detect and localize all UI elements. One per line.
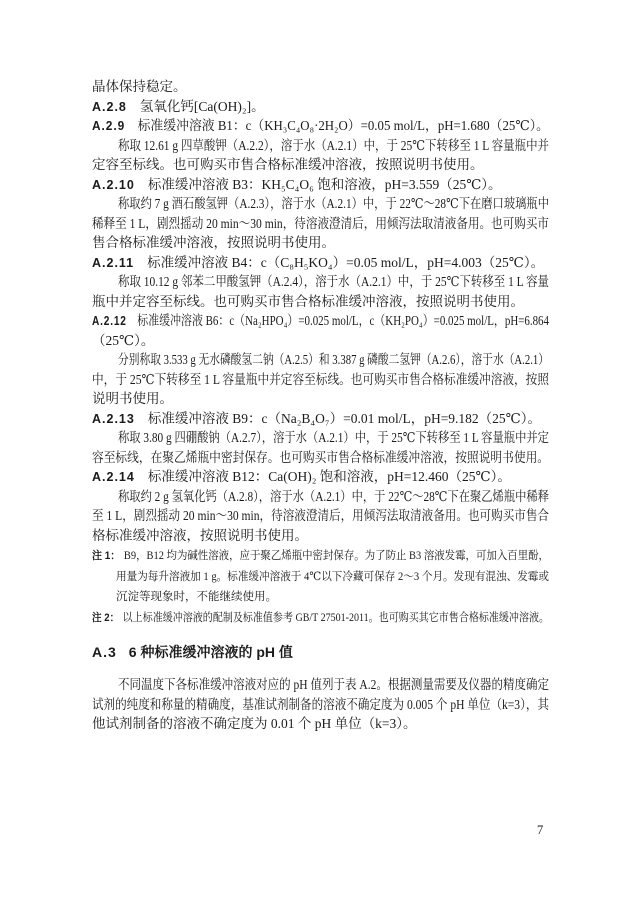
clause-text: 标准缓冲溶液 B6：c（Na₂HPO₄）=0.025 mol/L，c（KH₂PO₄）=0.025 mol/L，pH=6.864	[137, 313, 550, 328]
paragraph-line	[92, 675, 549, 695]
body-line-text: 称取 12.61 g 四草酸钾（A.2.2），溶于水（A.2.1）中，于 25℃下转移至 1 L 容量瓶中并	[118, 137, 549, 153]
body-line	[92, 389, 549, 409]
clause-number: A.2.11	[92, 255, 135, 270]
paragraph-line	[92, 714, 549, 734]
note-line	[92, 567, 549, 588]
body-line	[92, 214, 549, 234]
body-line	[92, 77, 549, 97]
paragraph-line-text: 他试剂制备的溶液不确定度为 0.01 个 pH 单位（k=3）。	[92, 716, 417, 731]
body-line-text: 格标准缓冲溶液，按照说明书使用。	[92, 527, 308, 543]
note-text: 沉淀等现象时，不能继续使用。	[116, 591, 277, 603]
body-line-text: 晶体保持稳定。	[92, 79, 187, 94]
body-line-text: 称取 3.80 g 四硼酸钠（A.2.7），溶于水（A.2.1）中，于 25℃下转移至 1 L 容量瓶中并定	[118, 430, 549, 445]
section-number: A.3	[92, 644, 117, 660]
clause-text: 标准缓冲溶液 B3：KH₅C₄O₆ 饱和溶液，pH=3.559（25℃）。	[147, 176, 502, 192]
paragraph-line	[92, 695, 549, 715]
clause-line	[92, 175, 549, 195]
clause-number: A.2.8	[92, 99, 127, 114]
body-line	[92, 448, 549, 468]
body-line-text: 说明书使用。	[92, 391, 173, 406]
clause-line	[92, 311, 549, 331]
body-line	[92, 350, 549, 370]
note-line	[92, 546, 549, 567]
clause-line	[92, 467, 549, 487]
note-line	[92, 608, 549, 629]
body-line	[92, 233, 549, 253]
body-line	[92, 487, 549, 507]
clause-line	[92, 253, 549, 273]
body-line-text: 称取 10.12 g 邻苯二甲酸氢钾（A.2.4），溶于水（A.2.1）中，于 25℃下转移至 1 L 容量	[118, 274, 549, 289]
body-line-text: 定容至标线。也可购买市售合格标准缓冲溶液，按照说明书使用。	[92, 157, 484, 172]
body-line	[92, 428, 549, 448]
note-line	[92, 587, 549, 608]
clause-line	[92, 409, 549, 429]
clause-text: 氢氧化钙[Ca(OH)₂]。	[139, 98, 265, 114]
section-heading	[92, 642, 549, 663]
body-line	[92, 136, 549, 156]
note-text: B9，B12 均为碱性溶液，应于聚乙烯瓶中密封保存。为了防止 B3 溶液发霉，可加入百里酚，	[123, 550, 550, 562]
clause-text: 标准缓冲溶液 B12：Ca(OH)₂ 饱和溶液，pH=12.460（25℃）。	[147, 469, 511, 484]
paragraph-line-text: 试剂的纯度和称量的精确度，基准试剂制备的溶液不确定度为 0.005 个 pH 单位（k=3），其	[92, 696, 549, 712]
clause-number: A.2.13	[92, 411, 135, 426]
clause-text: 标准缓冲溶液 B1：c（KH₃C₄O₈·2H₂O）=0.05 mol/L，pH=1.680（25℃）。	[137, 118, 549, 133]
body-line	[92, 272, 549, 292]
body-line-text: 分别称取 3.533 g 无水磷酸氢二钠（A.2.5）和 3.387 g 磷酸二氢钾（A.2.6），溶于水（A.2.1）	[118, 352, 549, 367]
body-line-text: 称取约 2 g 氢氧化钙（A.2.8），溶于水（A.2.1）中，于 22℃～28℃下在聚乙烯瓶中稀释	[118, 488, 549, 504]
clause-number: A.2.10	[92, 177, 135, 192]
notes-block	[92, 546, 549, 628]
body-line	[92, 292, 549, 312]
body-line	[92, 526, 549, 546]
note-label: 注 2：	[92, 611, 120, 624]
note-text: 以上标准缓冲溶液的配制及标准值参考 GB/T 27501-2011。也可购买其它市售合格标准缓冲溶液。	[122, 611, 549, 624]
body-line-text: 稀释至 1 L，剧烈摇动 20 min～30 min，待溶液澄清后，用倾泻法取清液备用。也可购买市	[92, 215, 549, 231]
body-line	[92, 331, 549, 351]
body-line	[92, 506, 549, 526]
paragraph	[92, 675, 549, 734]
clause-line	[92, 97, 549, 117]
body-line	[92, 194, 549, 214]
page-number: 7	[537, 823, 544, 837]
body-line-text: 中，于 25℃下转移至 1 L 容量瓶中并定容至标线。也可购买市售合格标准缓冲溶液，按照	[92, 371, 549, 387]
body-line-text: 容至标线，在聚乙烯瓶中密封保存。也可购买市售合格标准缓冲溶液，按照说明书使用。	[92, 449, 549, 465]
body-line-text: 瓶中并定容至标线。也可购买市售合格标准缓冲溶液，按照说明书使用。	[92, 293, 524, 309]
body-line	[92, 370, 549, 390]
body-line-text: 售合格标准缓冲溶液，按照说明书使用。	[92, 235, 335, 250]
body-line-text: 至 1 L，剧烈摇动 20 min～30 min，待溶液澄清后，用倾泻法取清液备用。也可购买市售合	[92, 508, 549, 523]
section-title: 6 种标准缓冲溶液的 pH 值	[128, 644, 293, 660]
clause-number: A.2.9	[92, 119, 126, 133]
clause-text: 标准缓冲溶液 B4：c（C₈H₅KO₄）=0.05 mol/L，pH=4.003（25℃）。	[147, 254, 545, 270]
body-line	[92, 155, 549, 175]
note-label: 注 1：	[92, 550, 121, 562]
clause-number: A.2.14	[92, 470, 135, 484]
paragraph-line-text: 不同温度下各标准缓冲溶液对应的 pH 值列于表 A.2。根据测量需要及仪器的精度确定	[118, 677, 549, 692]
clause-number: A.2.12	[92, 314, 127, 328]
note-text: 用量为每升溶液加 1 g。标准缓冲溶液于 4℃以下冷藏可保存 2～3 个月。发现有混浊、发霉或	[116, 570, 549, 583]
body-line-text: 称取约 7 g 酒石酸氢钾（A.2.3），溶于水（A.2.1）中，于 22℃～28℃下在磨口玻璃瓶中	[118, 196, 549, 211]
page-content	[92, 77, 549, 734]
body-line-text: （25℃）。	[92, 332, 155, 348]
clause-line	[92, 116, 549, 136]
clause-text: 标准缓冲溶液 B9：c（Na₂B₄O₇）=0.01 mol/L，pH=9.182（25℃）。	[147, 410, 542, 426]
